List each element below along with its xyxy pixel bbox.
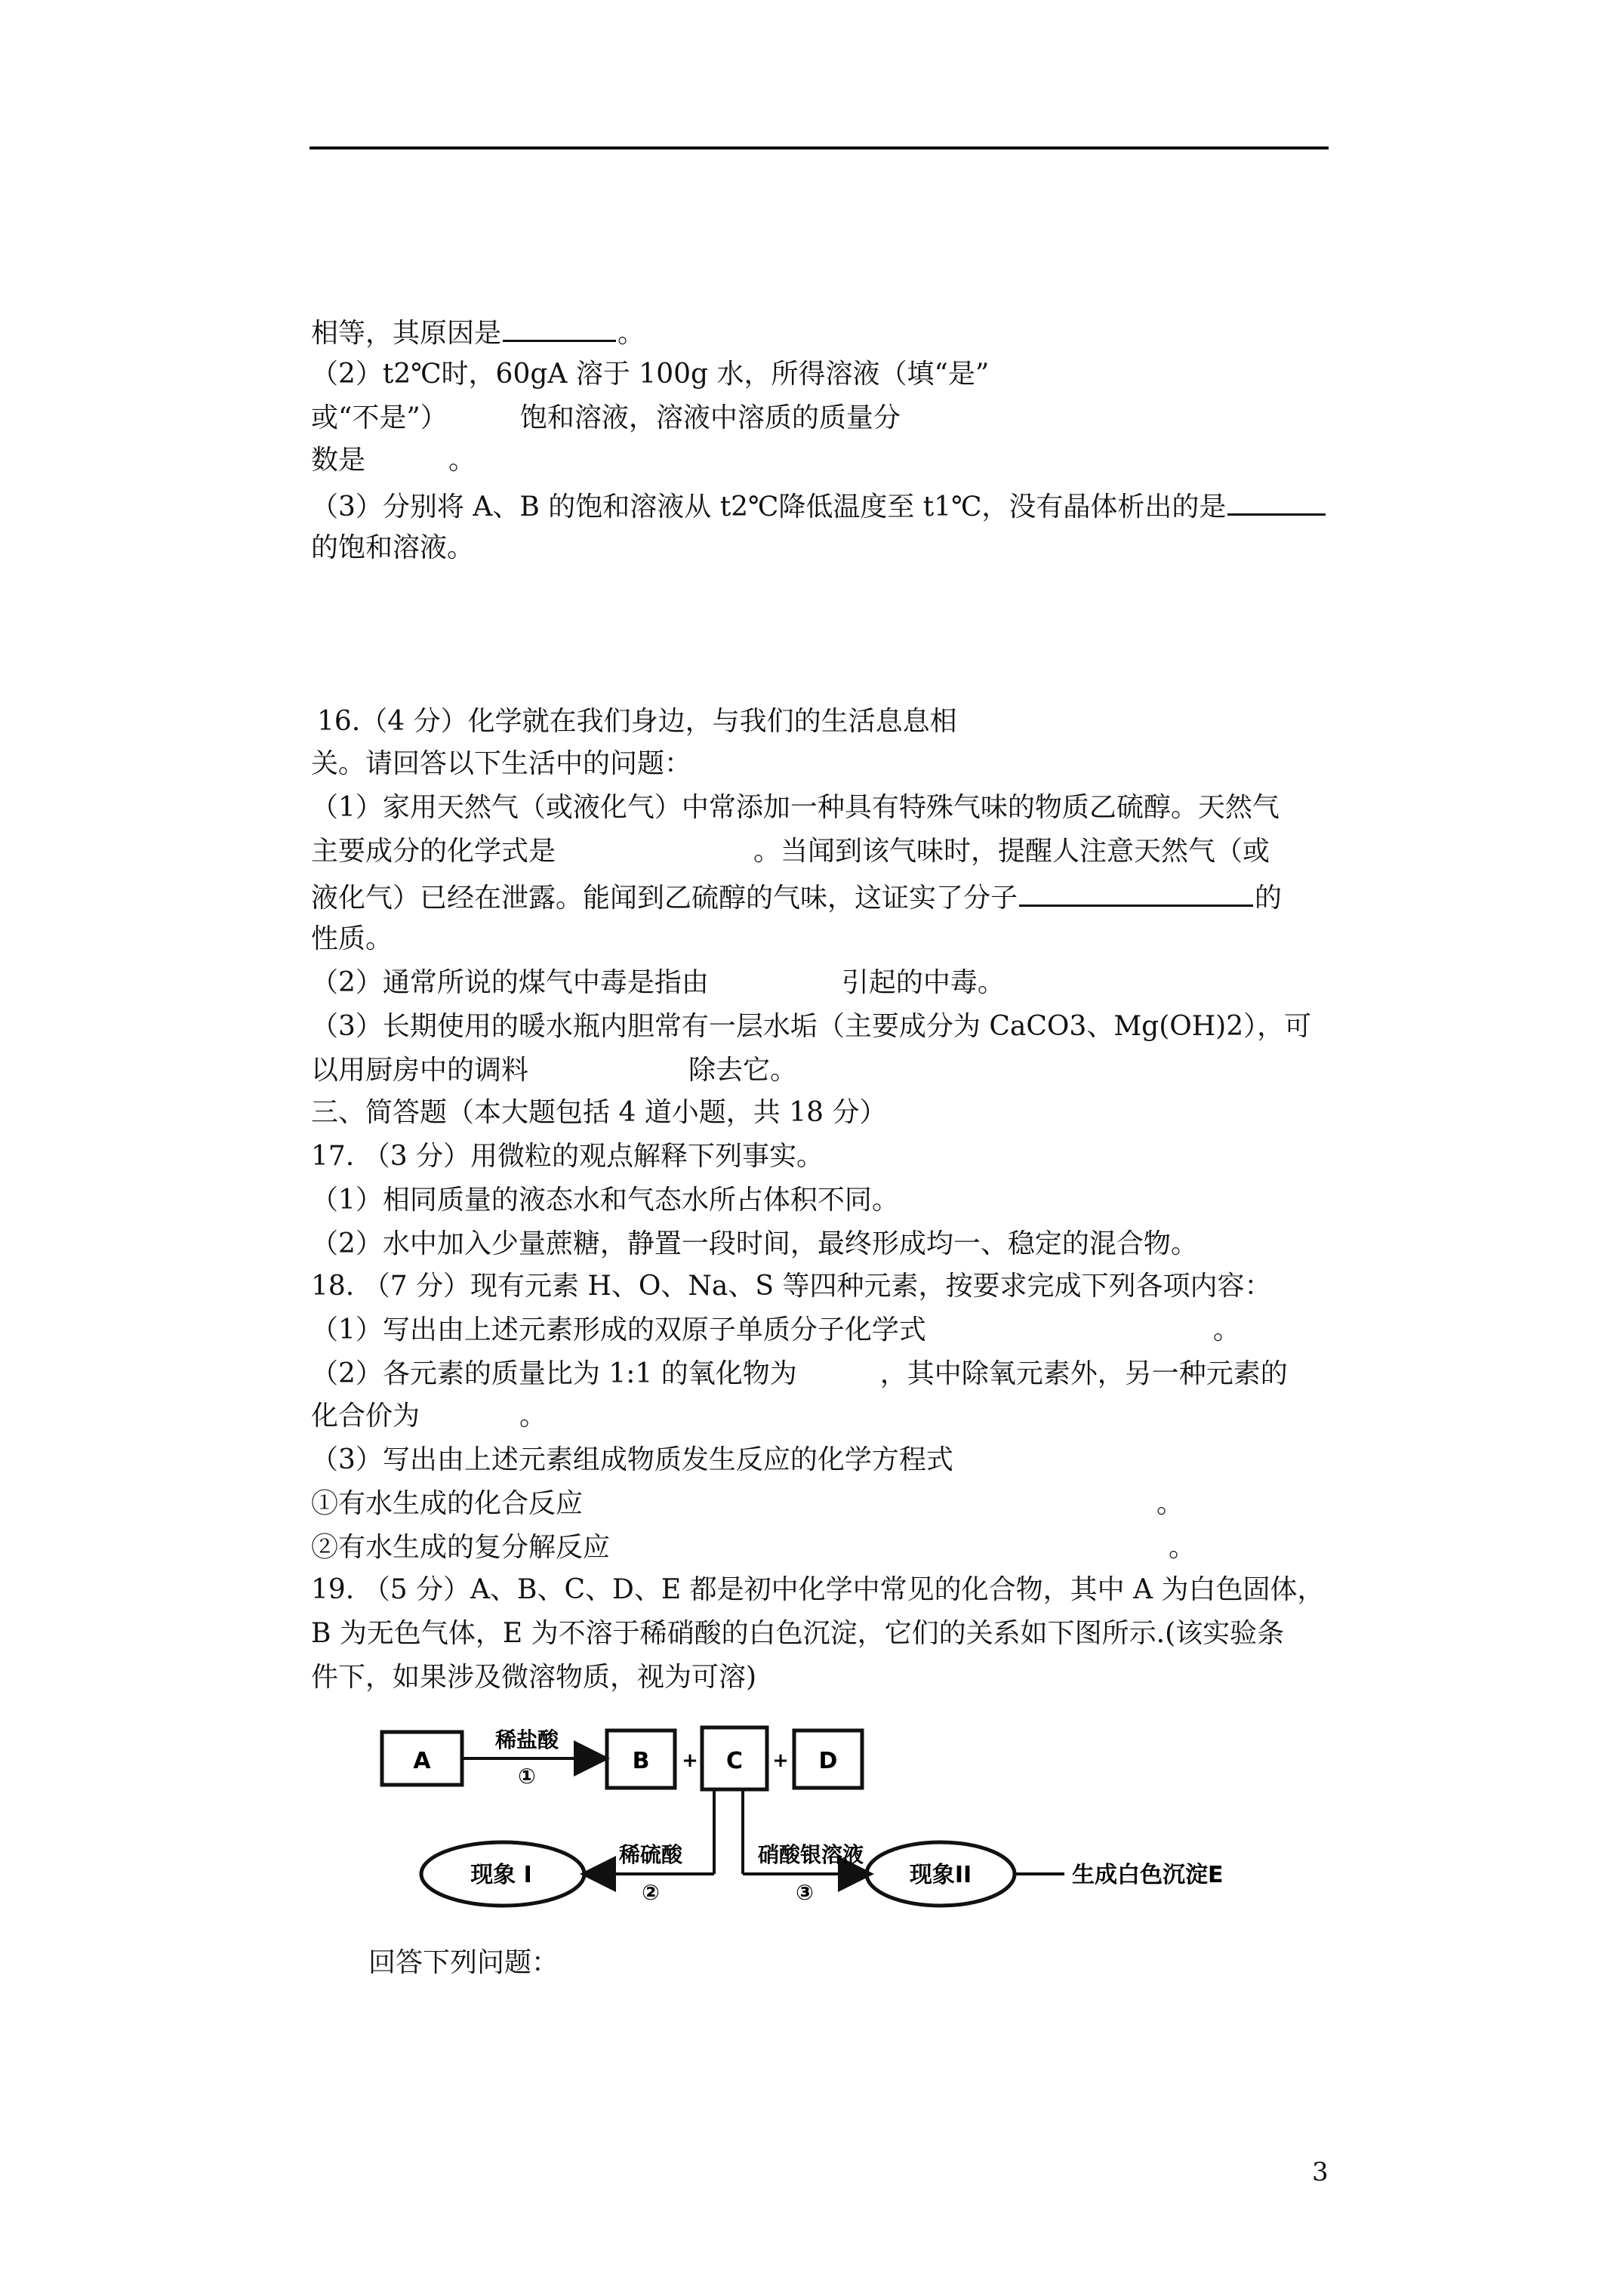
text-line: （2）t2℃时，60gA 溶于 100g 水，所得溶液（填“是” — [311, 359, 990, 390]
reaction-flow-diagram — [377, 1714, 1283, 1933]
text-line: 以用厨房中的调料 除去它。 — [311, 1055, 798, 1086]
phenomenon-1-label: 现象 I — [470, 1862, 532, 1888]
arrow-1-reagent: 稀盐酸 — [494, 1727, 559, 1752]
text-line: （1）相同质量的液态水和气态水所占体积不同。 — [311, 1185, 899, 1216]
question-18-title: 18. （7 分）现有元素 H、O、Na、S 等四种元素，按要求完成下列各项内容： — [311, 1271, 1272, 1302]
question-19-title: 19. （5 分）A、B、C、D、E 都是初中化学中常见的化合物，其中 A 为白色固体， — [311, 1574, 1325, 1605]
text-line: （2）水中加入少量蔗糖，静置一段时间，最终形成均一、稳定的混合物。 — [311, 1228, 1198, 1259]
box-b-label: B — [632, 1748, 650, 1774]
box-d-label: D — [818, 1748, 838, 1774]
arrow-2-reagent: 稀硫酸 — [618, 1842, 683, 1867]
text-line: ②有水生成的复分解反应 。 — [311, 1532, 1196, 1563]
section-heading: 三、简答题（本大题包括 4 道小题，共 18 分） — [311, 1097, 887, 1128]
answer-blank — [1227, 486, 1326, 516]
text-line: 关。请回答以下生活中的问题： — [311, 748, 692, 779]
result-label: 生成白色沉淀E — [1072, 1862, 1224, 1888]
plus-sign-2: + — [772, 1749, 789, 1772]
answer-blank — [503, 313, 616, 342]
text-line: 主要成分的化学式是 。当闻到该气味时，提醒人注意天然气（或 — [311, 836, 1270, 867]
text-line: （2）通常所说的煤气中毒是指由 引起的中毒。 — [311, 967, 1005, 998]
arrow-1-number: ① — [518, 1764, 536, 1789]
text-line: 液化气）已经在泄露。能闻到乙硫醇的气味，这证实了分子 的 — [311, 877, 1282, 914]
text-line: 回答下列问题： — [368, 1947, 559, 1978]
text-line: B 为无色气体，E 为不溶于稀硝酸的白色沉淀，它们的关系如下图所示.(该实验条 — [311, 1618, 1285, 1649]
text-line: （3）分别将 A、B 的饱和溶液从 t2℃降低温度至 t1℃，没有晶体析出的是 — [311, 486, 1327, 522]
text-line: （1）家用天然气（或液化气）中常添加一种具有特殊气味的物质乙硫醇。天然气 — [311, 792, 1280, 823]
text-line: 化合价为 。 — [311, 1401, 547, 1432]
box-c-label: C — [725, 1748, 744, 1774]
header-rule — [310, 146, 1329, 149]
text-line: 性质。 — [311, 923, 393, 954]
answer-blank — [1019, 877, 1253, 907]
page-number: 3 — [1312, 2157, 1329, 2187]
text-line: 件下，如果涉及微溶物质，视为可溶) — [311, 1662, 757, 1693]
plus-sign-1: + — [682, 1749, 698, 1772]
text-line: （1）写出由上述元素形成的双原子单质分子化学式 。 — [311, 1314, 1240, 1345]
text-line: ①有水生成的化合反应 。 — [311, 1488, 1184, 1519]
arrow-2-number: ② — [642, 1880, 660, 1905]
question-16-title: 16.（4 分）化学就在我们身边，与我们的生活息息相 — [317, 706, 957, 737]
phenomenon-2-label: 现象II — [909, 1862, 972, 1888]
text-line: 的饱和溶液。 — [311, 532, 475, 563]
text-line: （3）写出由上述元素组成物质发生反应的化学方程式 — [311, 1444, 953, 1475]
text-line: 相等，其原因是 。 — [311, 313, 645, 349]
text-line: （2）各元素的质量比为 1:1 的氧化物为 ，其中除氧元素外，另一种元素的 — [311, 1358, 1288, 1389]
arrow-3-reagent: 硝酸银溶液 — [757, 1842, 864, 1867]
text-line: 或“不是”） 饱和溶液，溶液中溶质的质量分 — [311, 402, 901, 433]
question-17-title: 17. （3 分）用微粒的观点解释下列事实。 — [311, 1141, 824, 1172]
text-line: 数是 。 — [311, 445, 476, 476]
text-line: （3）长期使用的暖水瓶内胆常有一层水垢（主要成分为 CaCO3、Mg(OH)2），可 — [311, 1011, 1312, 1042]
box-a-label: A — [413, 1748, 431, 1774]
arrow-3-number: ③ — [796, 1880, 814, 1905]
